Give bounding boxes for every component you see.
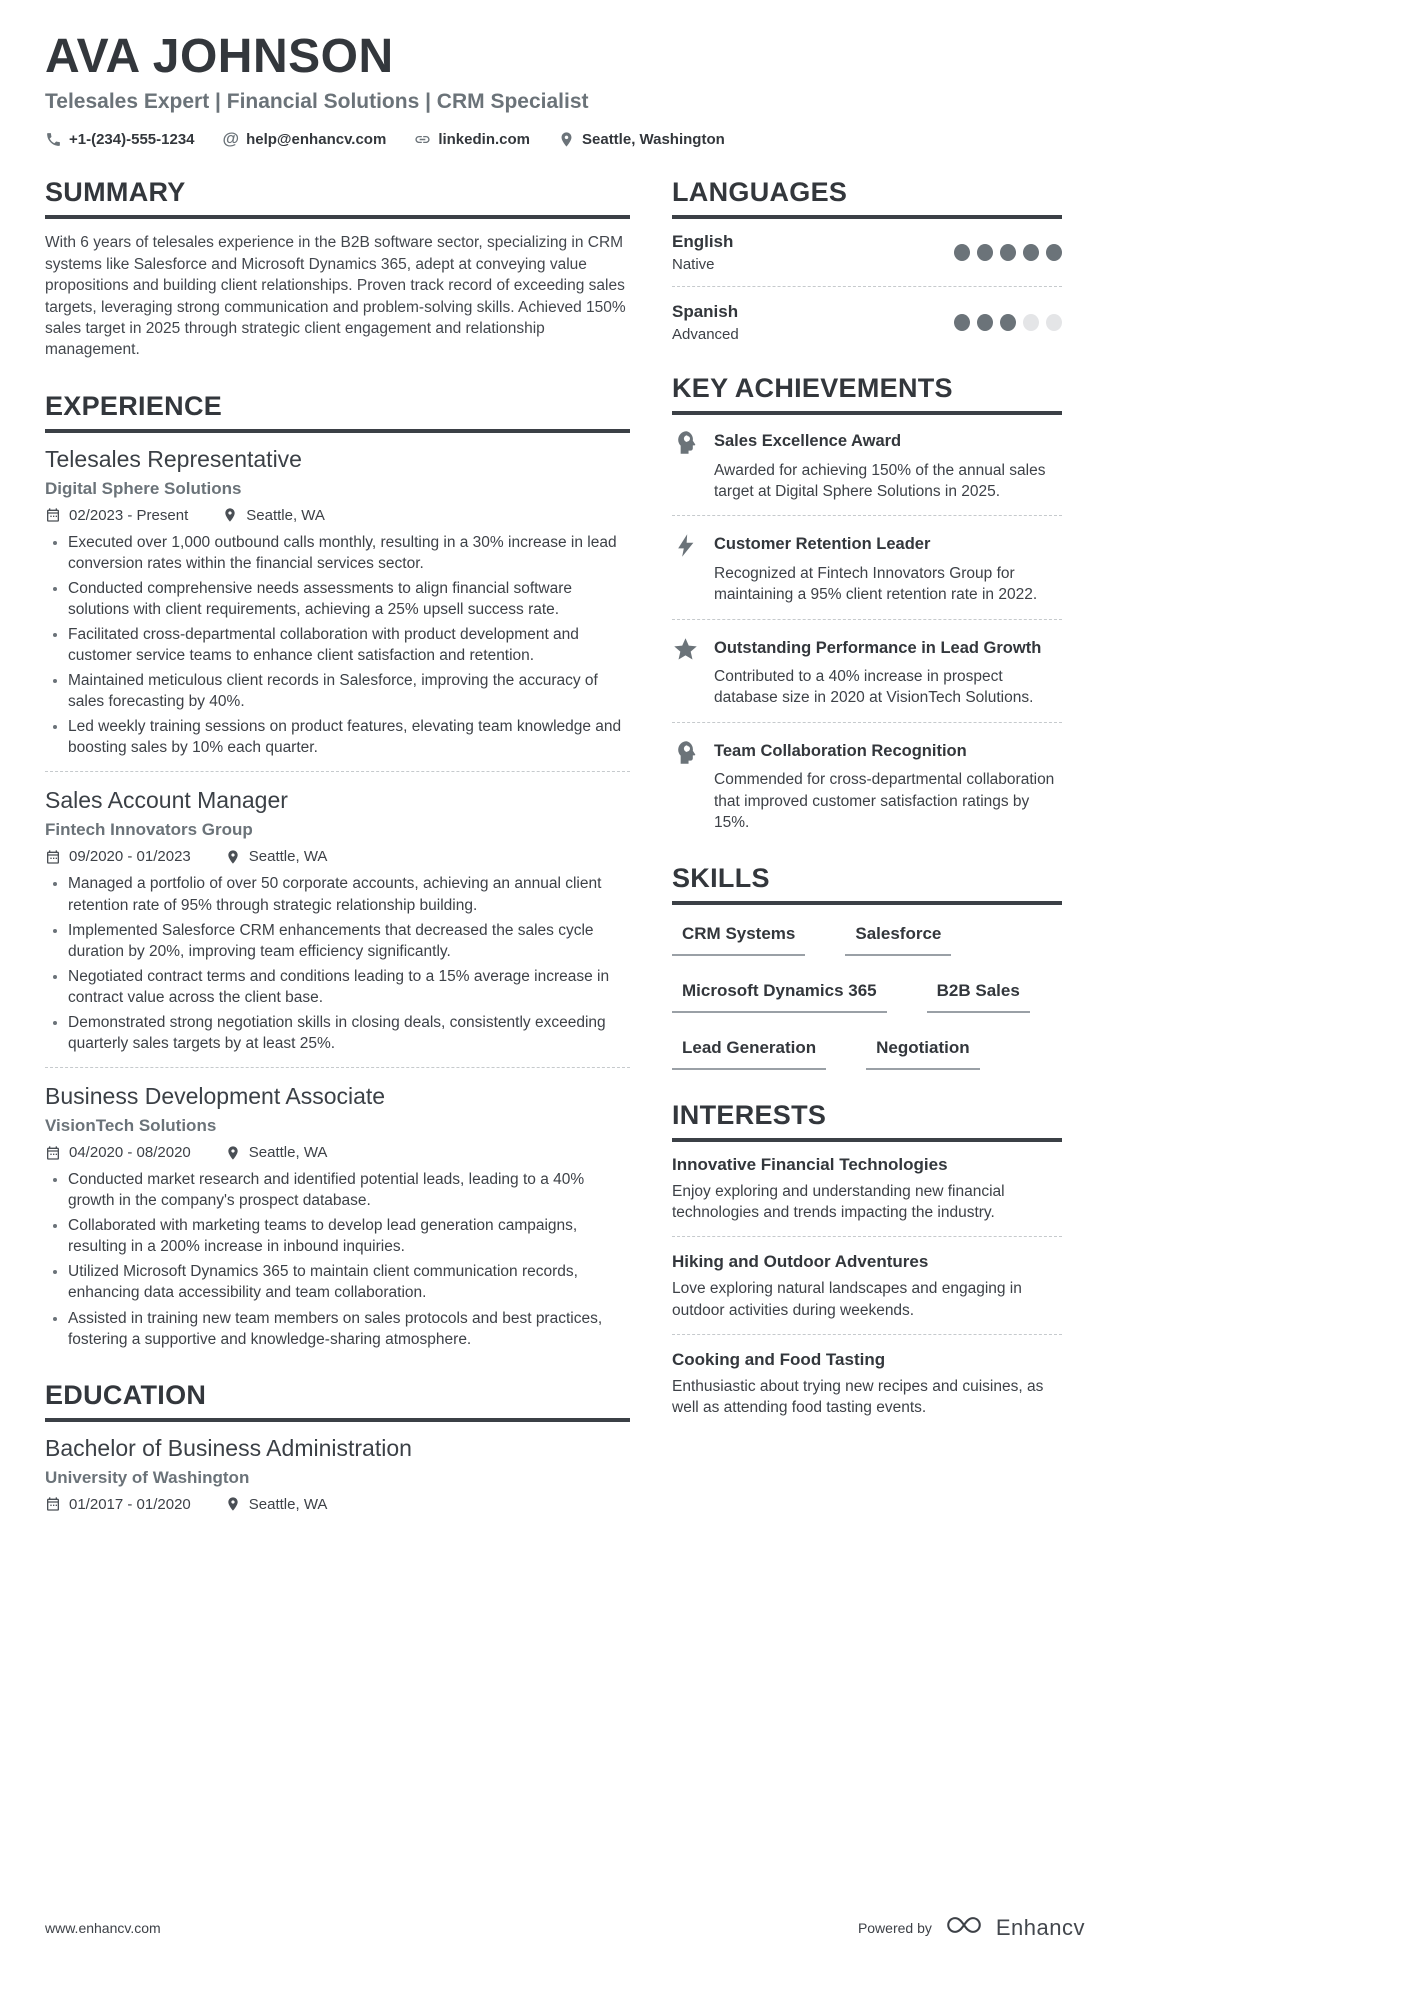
education-section [45,1380,630,1513]
job-company: VisionTech Solutions [45,1116,217,1136]
contact-link[interactable] [414,131,530,148]
interest-item [672,1155,1062,1223]
education-location [225,1496,328,1513]
achievement-title: Customer Retention Leader [714,535,931,554]
job-dates-text: 09/2020 - 01/2023 [69,848,191,866]
calendar-icon [45,849,61,865]
job-company: Digital Sphere Solutions [45,478,242,498]
job-title: Sales Account Manager [45,787,288,814]
achievement-title: Outstanding Performance in Lead Growth [714,638,1042,657]
job-meta-row [45,1144,630,1161]
lightning-icon [672,531,701,605]
contact-link-text[interactable]: linkedin.com [438,130,530,148]
language-level: Advanced [672,326,739,344]
interest-title: Innovative Financial Technologies [672,1155,948,1174]
job-dates-text: 04/2020 - 08/2020 [69,1144,191,1162]
job-bullets [45,1169,630,1350]
job-bullet: • Implemented Salesforce CRM enhancements that decreased the sales cycle duration by 20%, improving team efficiency significantly. [68,920,630,962]
dot-filled [1000,314,1016,331]
education-school: University of Washington [45,1467,250,1487]
job-bullets [45,532,630,759]
at-icon: @ [222,129,240,149]
job-bullet: • Conducted market research and identified potential leads, leading to a 40% growth in the company's prospect database. [68,1169,630,1211]
contact-phone [45,131,195,148]
education-degree: Bachelor of Business Administration [45,1434,412,1461]
experience-job [45,446,630,759]
job-location [225,1144,328,1161]
job-bullet: • Collaborated with marketing teams to develop lead generation campaigns, resulting in a 200% increase in inbound inquiries. [68,1215,630,1257]
education-location-text: Seattle, WA [248,1495,328,1513]
achievements-heading: KEY ACHIEVEMENTS [672,373,1062,415]
job-bullet: • Demonstrated strong negotiation skills in closing deals, consistently exceeding quarterly sales targets by at least 25%. [68,1012,630,1054]
summary-section [45,177,630,360]
education-dates [45,1496,191,1513]
achievement-item [672,428,1062,502]
location-icon [558,131,575,148]
calendar-icon [45,507,61,523]
job-bullet: • Managed a portfolio of over 50 corporate accounts, achieving an annual client retention rate of 95% through strategic relationship building. [68,873,630,915]
brand-name: Enhancv [995,1914,1085,1940]
person-name: AVA JOHNSON [45,30,394,83]
job-bullet: • Executed over 1,000 outbound calls monthly, resulting in a 30% increase in lead conversion rates within the financial services sector. [68,532,630,574]
skills-section [672,863,1062,1070]
dot-filled [954,244,970,261]
interest-item [672,1350,1062,1418]
location-icon [225,1145,241,1161]
job-bullets [45,873,630,1054]
contact-phone-text: +1-(234)-555-1234 [69,130,195,148]
languages-heading: LANGUAGES [672,177,1062,219]
interest-item [672,1252,1062,1320]
interest-title: Hiking and Outdoor Adventures [672,1252,929,1272]
job-meta-row [45,507,630,524]
interest-description: Love exploring natural landscapes and engaging in outdoor activities during weekends. [672,1280,1022,1319]
mind-icon [672,428,701,502]
job-bullet: • Led weekly training sessions on product features, elevating team knowledge and boosting sales by 10% each quarter. [68,716,630,758]
job-title: Telesales Representative [45,445,302,472]
experience-job [45,787,630,1054]
job-dates [45,507,188,524]
interest-separator [672,1236,1062,1237]
summary-heading: SUMMARY [45,177,630,219]
calendar-icon [45,1145,61,1161]
dot-filled [1000,244,1016,261]
job-bullet: • Negotiated contract terms and conditions leading to a 15% average increase in contract value across the client base. [68,966,630,1008]
interest-description: Enthusiastic about trying new recipes and cuisines, as well as attending food tasting events. [672,1377,1044,1417]
star-icon [672,635,701,709]
education-dates-text: 01/2017 - 01/2020 [69,1495,191,1513]
resume-header [45,32,1062,149]
job-location-text: Seattle, WA [248,1144,328,1162]
interest-title: Cooking and Food Tasting [672,1349,886,1369]
location-icon [225,849,241,865]
interest-separator [672,1334,1062,1335]
skills-heading: SKILLS [672,863,1062,905]
skills-list [672,918,1062,1070]
location-icon [225,1496,241,1512]
language-row [672,232,1062,273]
job-dates-text: 02/2023 - Present [69,506,189,524]
language-level: Native [672,256,715,274]
job-company: Fintech Innovators Group [45,820,253,840]
dot-filled [954,314,970,331]
language-proficiency-dots [954,314,1062,331]
achievement-title: Sales Excellence Award [714,432,902,451]
language-row [672,302,1062,343]
achievements-section [672,373,1062,833]
skill-tag: Negotiation [866,1038,980,1070]
job-bullet: • Utilized Microsoft Dynamics 365 to maintain client communication records, enhancing data accessibility and team collaboration. [68,1261,630,1303]
job-bullet: • Facilitated cross-departmental collaboration with product development and customer service teams to enhance client satisfaction and retention. [68,624,630,666]
powered-by [858,1912,1085,1943]
job-dates [45,1144,191,1161]
job-bullet: • Assisted in training new team members on sales protocols and best practices, fostering a supportive and knowledge-sharing atmosphere. [68,1308,630,1350]
achievement-item [672,531,1062,605]
calendar-icon [45,1496,61,1512]
achievement-separator [672,722,1062,723]
contact-location [558,131,725,148]
achievement-separator [672,619,1062,620]
dot-filled [977,244,993,261]
job-location-text: Seattle, WA [248,848,328,866]
skill-tag: Salesforce [845,924,951,956]
experience-heading: EXPERIENCE [45,391,630,433]
job-dates [45,848,191,865]
interests-section [672,1100,1062,1418]
job-location [225,848,328,865]
link-icon [414,131,431,148]
powered-by-label: Powered by [857,1919,932,1936]
achievement-description: Recognized at Fintech Innovators Group for maintaining a 95% client retention rate in 2022. [714,565,1038,604]
job-bullet: • Maintained meticulous client records in Salesforce, improving the accuracy of sales forecasting by 40%. [68,670,630,712]
enhancv-logo-icon [943,1912,985,1943]
job-bullet: • Conducted comprehensive needs assessments to align financial software solutions with client requirements, achieving a 25% upsell success rate. [68,578,630,620]
experience-section [45,391,630,1350]
job-meta-row [45,848,630,865]
job-location [222,507,325,524]
interest-description: Enjoy exploring and understanding new financial technologies and trends impacting the industry. [672,1183,1005,1222]
language-proficiency-dots [954,244,1062,261]
contact-email-text[interactable]: help@enhancv.com [246,130,387,148]
dot-empty [1046,314,1062,331]
job-separator [45,771,630,772]
contact-email[interactable] [223,129,387,149]
job-title: Business Development Associate [45,1083,386,1110]
page-footer [45,1912,1085,1943]
skill-tag: Lead Generation [672,1038,826,1070]
language-name: English [672,232,734,252]
skill-tag: B2B Sales [927,981,1030,1013]
mind-icon [672,738,701,833]
contact-location-text: Seattle, Washington [582,130,725,148]
dot-filled [1023,244,1039,261]
achievement-description: Awarded for achieving 150% of the annual sales target at Digital Sphere Solutions in 2025. [714,462,1046,501]
job-separator [45,1067,630,1068]
language-name: Spanish [672,302,739,322]
website-link[interactable]: www.enhancv.com [45,1919,161,1936]
person-title: Telesales Expert | Financial Solutions | CRM Specialist [45,90,589,114]
dot-filled [977,314,993,331]
dot-empty [1023,314,1039,331]
achievement-item [672,738,1062,833]
achievement-description: Commended for cross-departmental collaboration that improved customer satisfaction ratings by 15%. [714,771,1055,831]
education-heading: EDUCATION [45,1380,630,1422]
language-separator [672,286,1062,287]
languages-section [672,177,1062,343]
skill-tag: Microsoft Dynamics 365 [672,981,887,1013]
phone-icon [45,131,62,148]
education-meta-row [45,1496,630,1513]
achievement-item [672,635,1062,709]
job-location-text: Seattle, WA [246,506,325,524]
interests-heading: INTERESTS [672,1100,1062,1142]
experience-job [45,1083,630,1350]
achievement-description: Contributed to a 40% increase in prospect database size in 2020 at VisionTech Solutions. [714,668,1034,707]
skill-tag: CRM Systems [672,924,805,956]
location-icon [222,507,238,523]
dot-filled [1046,244,1062,261]
summary-text: With 6 years of telesales experience in the B2B software sector, specializing in CRM systems like Salesforce and Microsoft Dynamics 365, adept at conveying value propositions and building client relationships. Proven track record of exceeding sales targets, leveraging strong communication and problem-solving skills. Achieved 150% sales target in 2025 through strategic client engagement and relationship management. [45,234,626,359]
achievement-separator [672,515,1062,516]
achievement-title: Team Collaboration Recognition [714,741,967,760]
contact-row [45,129,1062,149]
